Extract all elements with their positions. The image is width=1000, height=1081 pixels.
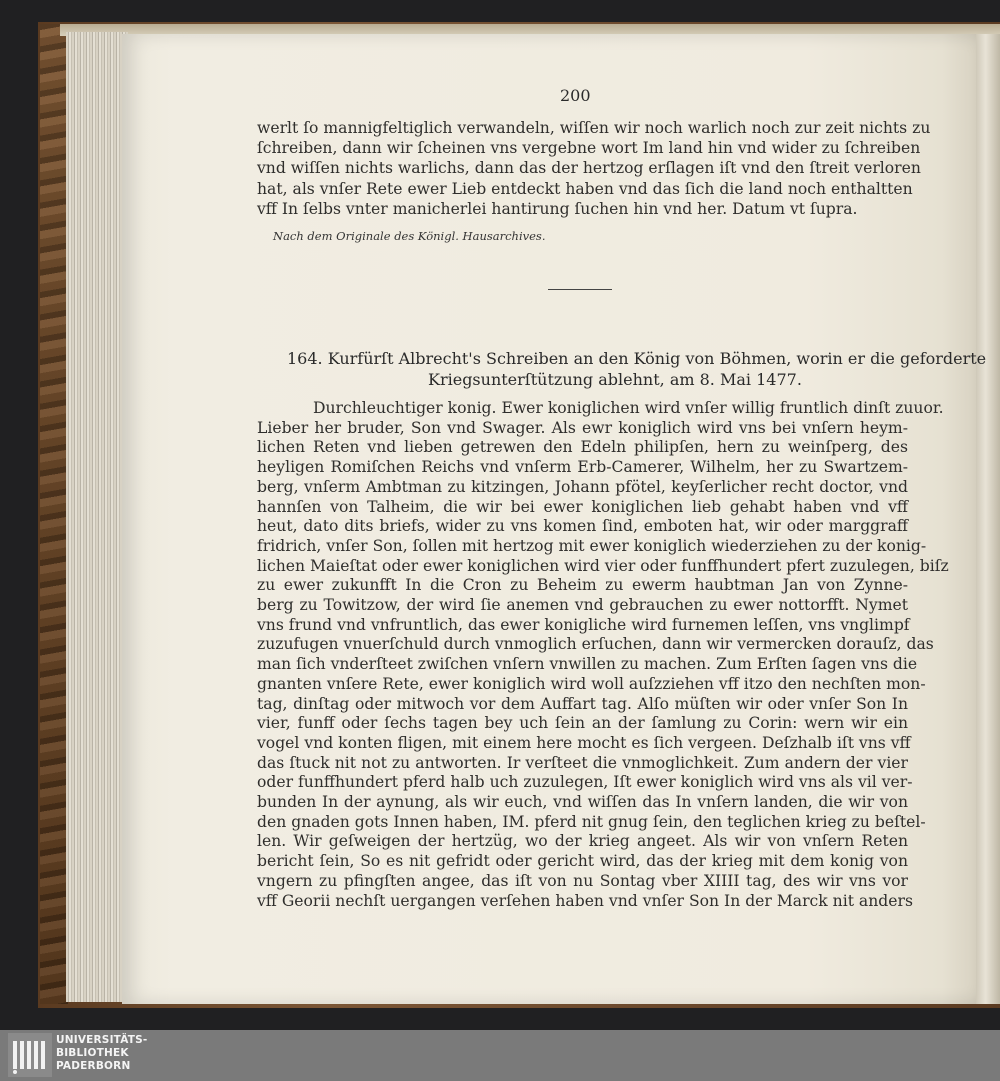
page-number: 200 [560,86,591,105]
body-line: hannſen von Talheim, die wir bei ewer koniglichen lieb gehabt haben vnd vff [257,497,908,516]
body-line: len. Wir geſweigen der hertzüg, wo der krieg angeet. Als wir von vnſern Reten [257,832,908,851]
body-line: das ſtuck nit not zu antworten. Ir verſteet die vnmoglichkeit. Zum andern der vier [257,753,908,772]
body-line: berg, vnſerm Ambtman zu kitzingen, Johann pfötel, keyſerlicher recht doctor, vnd [257,477,908,496]
body-line: zu ewer zukunfft In die Cron zu Beheim zu ewerm haubtman Jan von Zynne- [257,576,908,595]
section-heading-line-2: Kriegsunterſtützung ablehnt, am 8. Mai 1477. [428,370,802,389]
body-line: bericht ſein, So es nit gefridt oder gericht wird, das der krieg mit dem konig von [257,852,908,871]
body-line: Lieber her bruder, Son vnd Swager. Als ewr koniglich wird vns bei vnſern heym- [257,418,908,437]
body-line: zuzufugen vnuerſchuld durch vnmoglich erſuchen, dann wir vermercken dorauſz, das [257,635,934,654]
body-line: fridrich, vnſer Son, ſollen mit hertzog mit ewer koniglich wiederziehen zu der konig- [257,536,927,555]
section-heading-line-1: 164. Kurfürſt Albrecht's Schreiben an den König von Böhmen, worin er die geforderte [287,349,987,368]
library-logo-icon [8,1033,52,1077]
body-line: lichen Reten vnd lieben getrewen den Edeln philipſen, hern zu weinſperg, des [257,438,908,457]
institution-line-3: PADERBORN [56,1060,131,1072]
body-line: Durchleuchtiger konig. Ewer koniglichen wird vnſer willig fruntlich dinſt zuuor. [313,399,944,417]
body-line: gnanten vnſere Rete, ewer koniglich wird woll auſzziehen vff itzo den nechſten mon- [257,674,926,693]
body-line: vier, funff oder ſechs tagen bey uch ſein an der ſamlung zu Corin: wern wir ein [257,714,908,733]
body-line: tag, dinſtag oder mitwoch vor dem Auffart tag. Alſo müſten wir oder vnſer Son In [257,694,908,713]
body-line: berg zu Towitzow, der wird ſie anemen vnd gebrauchen zu ewer nottorfft. Nymet [257,596,908,614]
institution-name [56,1034,147,1073]
body-line: heut, dato dits briefs, wider zu vns komen ſind, emboten hat, wir oder marggraff [257,517,908,536]
body-line: vff Georii nechſt uergangen verſehen haben vnd vnſer Son In der Marck nit anders [257,891,913,910]
body-line: vns frund vnd vnfruntlich, das ewer konigliche wird furnemen leſſen, vns vnglimpf [257,615,910,634]
section-divider [548,289,612,290]
facing-page-edge [976,34,1000,1004]
top-line: vnd wiſſen nichts warlichs, dann das der hertzog erſlagen iſt vnd den ſtreit verloren [257,159,921,178]
institution-line-2: BIBLIOTHEK [56,1047,129,1059]
top-line: vff In ſelbs vnter manicherlei hantirung ſuchen hin vnd her. Datum vt ſupra. [257,199,858,218]
top-line: werlt ſo mannigfeltiglich verwandeln, wiſſen wir noch warlich noch zur zeit nichts zu [257,119,931,137]
source-note: Nach dem Originale des Königl. Hausarchives. [273,229,546,243]
body-line: man ſich vnderſteet zwiſchen vnſern vnwillen zu machen. Zum Erſten ſagen vns die [257,655,918,674]
page-stack-edge [66,32,128,1002]
body-line: den gnaden gots Innen haben, IM. pferd nit gnug ſein, den teglichen krieg zu beſtel- [257,812,926,831]
body-line: oder funffhundert pferd halb uch zuzulegen, Iſt ewer koniglich wird vns als vil ver- [257,773,913,792]
body-line: bunden In der aynung, als wir euch, vnd wiſſen das In vnſern landen, die wir von [257,793,908,811]
top-line: ſchreiben, dann wir ſcheinen vns vergebne wort Im land hin vnd wider zu ſchreiben [257,139,921,158]
body-line: lichen Maieſtat oder ewer koniglichen wird vier oder funffhundert pfert zuzulegen, biſz [257,556,949,575]
library-footer-bar [0,1030,1000,1081]
body-line: vngern zu pfingſten angee, das iſt von nu Sontag vber XIIII tag, des wir vns vor [257,871,908,890]
marbled-cover-edge [40,24,68,1004]
body-line: vogel vnd konten fligen, mit einem here mocht es ſich vergeen. Deſzhalb iſt vns vff [257,733,911,752]
body-line: heyligen Romiſchen Reichs vnd vnſerm Erb-Camerer, Wilhelm, her zu Swartzem- [257,458,908,477]
top-line: hat, als vnſer Rete ewer Lieb entdeckt haben vnd das ſich die land noch enthaltten [257,179,913,198]
institution-line-1: UNIVERSITÄTS- [56,1034,148,1046]
